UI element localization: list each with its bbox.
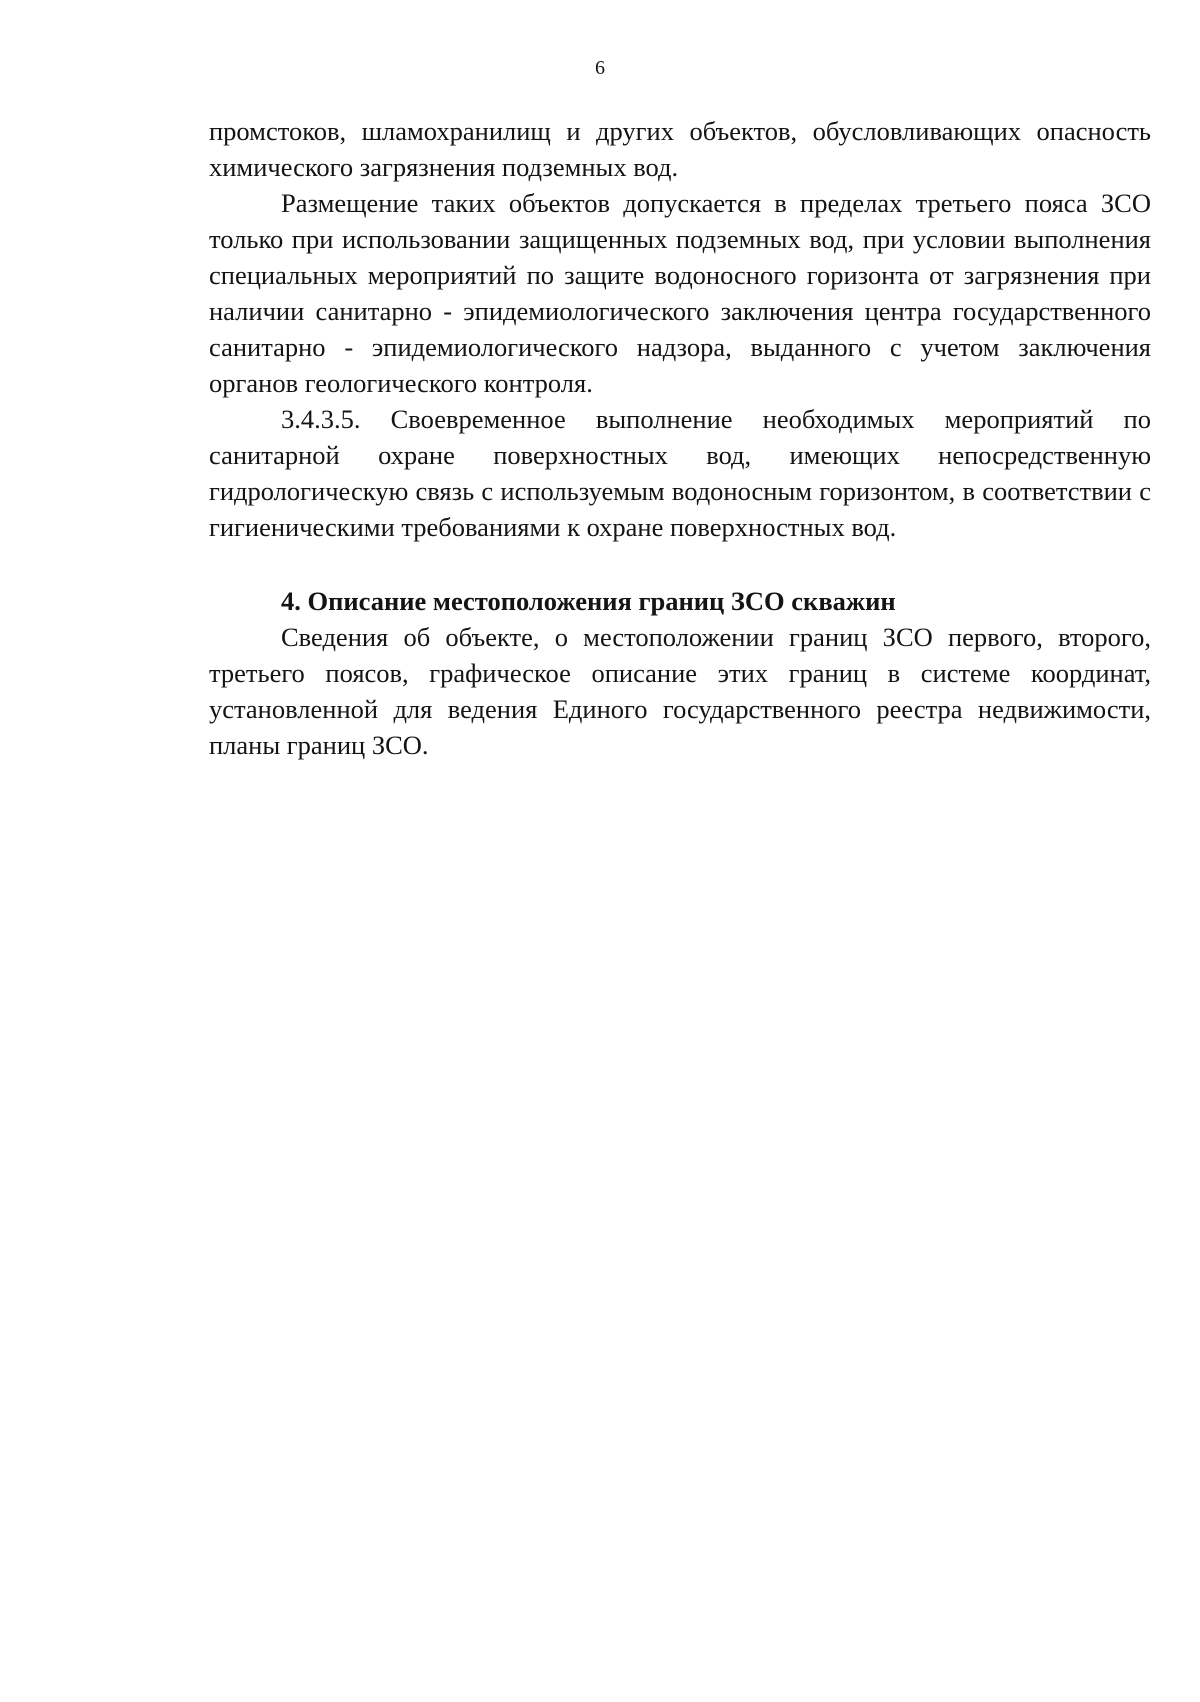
paragraph-section-4: Сведения об объекте, о местоположении границ ЗСО первого, второго, третьего поясов, графическое описание этих границ в системе координат, установленной для ведения Единого государственного реестра недвижимости, планы границ ЗСО.	[209, 622, 1151, 760]
document-body	[209, 113, 1151, 763]
page-number: 6	[595, 57, 605, 79]
paragraph-placement: Размещение таких объектов допускается в пределах третьего пояса ЗСО только при использовании защищенных подземных вод, при условии выполнения специальных мероприятий по защите водоносного горизонта от загрязнения при наличии санитарно - эпидемиологического заключения центра государственного санитарно - эпидемиологического надзора, выданного с учетом заключения органов геологического контроля.	[209, 188, 1151, 398]
paragraph-continuation: промстоков, шламохранилищ и других объектов, обусловливающих опасность химического загрязнения подземных вод.	[209, 116, 1151, 182]
section-heading: 4. Описание местоположения границ ЗСО скважин	[281, 586, 896, 616]
paragraph-3-4-3-5: 3.4.3.5. Своевременное выполнение необходимых мероприятий по санитарной охране поверхностных вод, имеющих непосредственную гидрологическую связь с используемым водоносным горизонтом, в соответствии с гигиеническими требованиями к охране поверхностных вод.	[209, 404, 1151, 542]
